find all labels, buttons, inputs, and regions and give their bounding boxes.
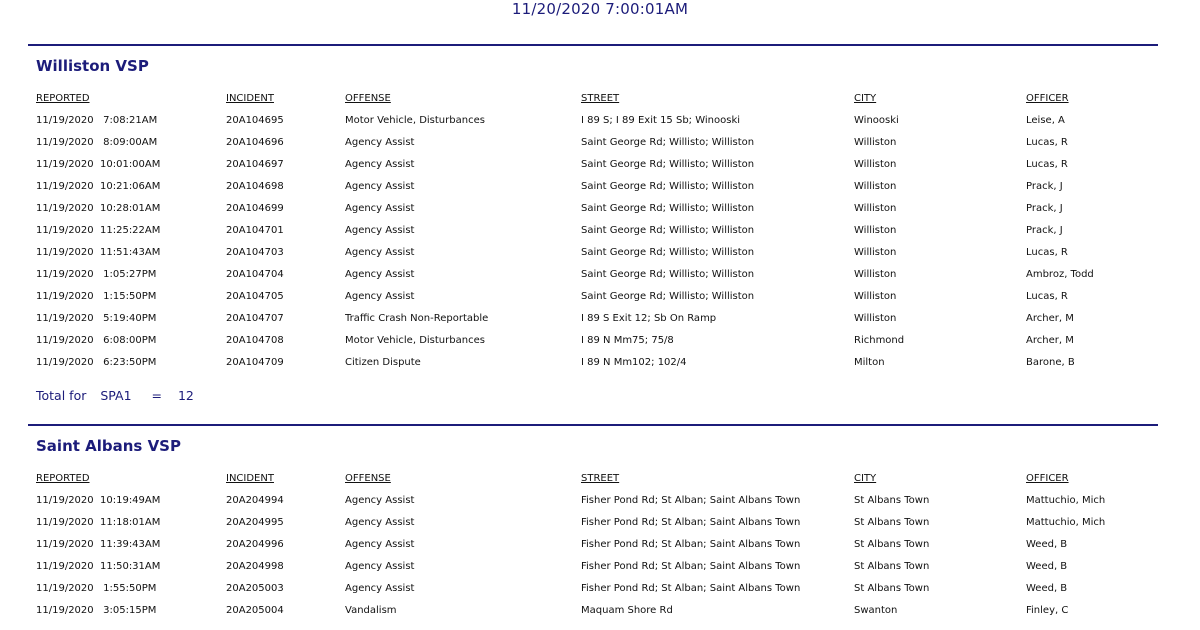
table-row	[36, 600, 1158, 622]
officer-cell: Lucas, R	[1026, 247, 1068, 258]
table-row	[36, 330, 1158, 352]
officer-cell: Weed, B	[1026, 539, 1068, 550]
column-header-city: CITY	[854, 93, 877, 104]
street-cell: Saint George Rd; Willisto; Williston	[581, 247, 755, 258]
reported-cell: 11/19/2020 10:21:06AM	[36, 181, 161, 192]
incident-cell: 20A104709	[226, 357, 284, 368]
officer-cell: Prack, J	[1026, 225, 1063, 236]
street-cell: Fisher Pond Rd; St Alban; Saint Albans Town	[581, 539, 801, 550]
officer-cell: Prack, J	[1026, 181, 1063, 192]
city-cell: St Albans Town	[854, 517, 930, 528]
table-row	[36, 110, 1158, 132]
reported-cell: 11/19/2020 1:05:27PM	[36, 269, 157, 280]
table-header-row	[36, 76, 1158, 110]
street-cell: I 89 N Mm75; 75/8	[581, 335, 674, 346]
offense-cell: Agency Assist	[345, 159, 415, 170]
table-row	[36, 286, 1158, 308]
table-row	[36, 154, 1158, 176]
table-row	[36, 132, 1158, 154]
incident-cell: 20A104699	[226, 203, 284, 214]
offense-cell: Agency Assist	[345, 247, 415, 258]
offense-cell: Agency Assist	[345, 291, 415, 302]
table-row	[36, 308, 1158, 330]
city-cell: Williston	[854, 203, 897, 214]
table-row	[36, 198, 1158, 220]
table-row	[36, 490, 1158, 512]
officer-cell: Archer, M	[1026, 335, 1074, 346]
officer-cell: Mattuchio, Mich	[1026, 495, 1106, 506]
total-code: SPA1	[100, 388, 132, 403]
offense-cell: Agency Assist	[345, 583, 415, 594]
incident-cell: 20A204994	[226, 495, 284, 506]
table-row	[36, 242, 1158, 264]
total-equals: =	[151, 388, 162, 403]
street-cell: Saint George Rd; Willisto; Williston	[581, 181, 755, 192]
city-cell: St Albans Town	[854, 495, 930, 506]
city-cell: Richmond	[854, 335, 905, 346]
offense-cell: Citizen Dispute	[345, 357, 421, 368]
street-cell: Saint George Rd; Willisto; Williston	[581, 291, 755, 302]
city-cell: Williston	[854, 225, 897, 236]
reported-cell: 11/19/2020 6:23:50PM	[36, 357, 157, 368]
report-date: 11/20/2020 7:00:01AM	[511, 0, 689, 18]
city-cell: St Albans Town	[854, 539, 930, 550]
officer-cell: Ambroz, Todd	[1026, 269, 1094, 280]
section-divider	[28, 424, 1158, 426]
reported-cell: 11/19/2020 11:25:22AM	[36, 225, 161, 236]
column-header-offense: OFFENSE	[345, 93, 391, 104]
officer-cell: Archer, M	[1026, 313, 1074, 324]
officer-cell: Barone, B	[1026, 357, 1075, 368]
offense-cell: Agency Assist	[345, 269, 415, 280]
offense-cell: Agency Assist	[345, 203, 415, 214]
city-cell: Williston	[854, 247, 897, 258]
total-label: Total for	[36, 388, 87, 403]
reported-cell: 11/19/2020 11:50:31AM	[36, 561, 161, 572]
reported-cell: 11/19/2020 8:09:00AM	[36, 137, 158, 148]
city-cell: Williston	[854, 159, 897, 170]
street-cell: Saint George Rd; Willisto; Williston	[581, 159, 755, 170]
section-title: Saint Albans VSP	[36, 437, 181, 455]
incident-cell: 20A104703	[226, 247, 284, 258]
column-header-officer: OFFICER	[1026, 473, 1069, 484]
incident-cell: 20A104705	[226, 291, 284, 302]
incident-cell: 20A204995	[226, 517, 284, 528]
reported-cell: 11/19/2020 1:55:50PM	[36, 583, 157, 594]
officer-cell: Lucas, R	[1026, 137, 1068, 148]
street-cell: Fisher Pond Rd; St Alban; Saint Albans Town	[581, 495, 801, 506]
street-cell: Fisher Pond Rd; St Alban; Saint Albans Town	[581, 583, 801, 594]
column-header-officer: OFFICER	[1026, 93, 1069, 104]
incident-cell: 20A204998	[226, 561, 284, 572]
offense-cell: Motor Vehicle, Disturbances	[345, 115, 485, 126]
reported-cell: 11/19/2020 10:28:01AM	[36, 203, 161, 214]
reported-cell: 11/19/2020 1:15:50PM	[36, 291, 157, 302]
incident-cell: 20A104708	[226, 335, 284, 346]
incident-cell: 20A104707	[226, 313, 284, 324]
street-cell: Saint George Rd; Willisto; Williston	[581, 225, 755, 236]
incident-table	[36, 76, 1158, 374]
street-cell: Saint George Rd; Willisto; Williston	[581, 203, 755, 214]
city-cell: Williston	[854, 313, 897, 324]
reported-cell: 11/19/2020 3:05:15PM	[36, 605, 157, 616]
offense-cell: Agency Assist	[345, 561, 415, 572]
reported-cell: 11/19/2020 11:39:43AM	[36, 539, 161, 550]
reported-cell: 11/19/2020 11:18:01AM	[36, 517, 161, 528]
offense-cell: Agency Assist	[345, 137, 415, 148]
offense-cell: Agency Assist	[345, 517, 415, 528]
officer-cell: Weed, B	[1026, 561, 1068, 572]
total-count: 12	[177, 388, 194, 403]
section-total	[36, 386, 1158, 406]
officer-cell: Weed, B	[1026, 583, 1068, 594]
incident-cell: 20A104697	[226, 159, 284, 170]
column-header-street: STREET	[581, 93, 620, 104]
street-cell: Fisher Pond Rd; St Alban; Saint Albans Town	[581, 517, 801, 528]
street-cell: Maquam Shore Rd	[581, 605, 673, 616]
table-row	[36, 220, 1158, 242]
table-row	[36, 556, 1158, 578]
table-row	[36, 264, 1158, 286]
reported-cell: 11/19/2020 6:08:00PM	[36, 335, 157, 346]
column-header-reported: REPORTED	[36, 473, 90, 484]
city-cell: St Albans Town	[854, 561, 930, 572]
offense-cell: Motor Vehicle, Disturbances	[345, 335, 485, 346]
table-row	[36, 352, 1158, 374]
officer-cell: Prack, J	[1026, 203, 1063, 214]
table-row	[36, 578, 1158, 600]
city-cell: Swanton	[854, 605, 898, 616]
table-header-row	[36, 456, 1158, 490]
incident-cell: 20A205003	[226, 583, 284, 594]
city-cell: Williston	[854, 291, 897, 302]
city-cell: Winooski	[854, 115, 899, 126]
incident-cell: 20A104696	[226, 137, 284, 148]
incident-cell: 20A104698	[226, 181, 284, 192]
street-cell: Saint George Rd; Willisto; Williston	[581, 137, 755, 148]
incident-cell: 20A104695	[226, 115, 284, 126]
table-row	[36, 176, 1158, 198]
offense-cell: Agency Assist	[345, 181, 415, 192]
offense-cell: Traffic Crash Non-Reportable	[345, 313, 489, 324]
city-cell: St Albans Town	[854, 583, 930, 594]
reported-cell: 11/19/2020 10:01:00AM	[36, 159, 161, 170]
column-header-street: STREET	[581, 473, 620, 484]
officer-cell: Leise, A	[1026, 115, 1065, 126]
street-cell: I 89 N Mm102; 102/4	[581, 357, 687, 368]
street-cell: I 89 S Exit 12; Sb On Ramp	[581, 313, 717, 324]
incident-cell: 20A104701	[226, 225, 284, 236]
table-row	[36, 534, 1158, 556]
column-header-incident: INCIDENT	[226, 473, 274, 484]
city-cell: Williston	[854, 269, 897, 280]
street-cell: I 89 S; I 89 Exit 15 Sb; Winooski	[581, 115, 741, 126]
section-title: Williston VSP	[36, 57, 149, 75]
column-header-city: CITY	[854, 473, 877, 484]
city-cell: Williston	[854, 137, 897, 148]
column-header-offense: OFFENSE	[345, 473, 391, 484]
street-cell: Fisher Pond Rd; St Alban; Saint Albans Town	[581, 561, 801, 572]
reported-cell: 11/19/2020 7:08:21AM	[36, 115, 158, 126]
column-header-incident: INCIDENT	[226, 93, 274, 104]
offense-cell: Agency Assist	[345, 539, 415, 550]
offense-cell: Agency Assist	[345, 495, 415, 506]
officer-cell: Lucas, R	[1026, 291, 1068, 302]
offense-cell: Agency Assist	[345, 225, 415, 236]
officer-cell: Lucas, R	[1026, 159, 1068, 170]
section-williston	[28, 44, 1158, 406]
column-header-reported: REPORTED	[36, 93, 90, 104]
reported-cell: 11/19/2020 10:19:49AM	[36, 495, 161, 506]
city-cell: Milton	[854, 357, 885, 368]
incident-cell: 20A204996	[226, 539, 284, 550]
incident-cell: 20A104704	[226, 269, 284, 280]
street-cell: Saint George Rd; Willisto; Williston	[581, 269, 755, 280]
section-saint-albans	[28, 424, 1158, 622]
incident-table	[36, 456, 1158, 622]
offense-cell: Vandalism	[345, 605, 397, 616]
reported-cell: 11/19/2020 11:51:43AM	[36, 247, 161, 258]
officer-cell: Mattuchio, Mich	[1026, 517, 1106, 528]
table-row	[36, 512, 1158, 534]
officer-cell: Finley, C	[1026, 605, 1069, 616]
city-cell: Williston	[854, 181, 897, 192]
incident-cell: 20A205004	[226, 605, 284, 616]
reported-cell: 11/19/2020 5:19:40PM	[36, 313, 157, 324]
section-divider	[28, 44, 1158, 46]
